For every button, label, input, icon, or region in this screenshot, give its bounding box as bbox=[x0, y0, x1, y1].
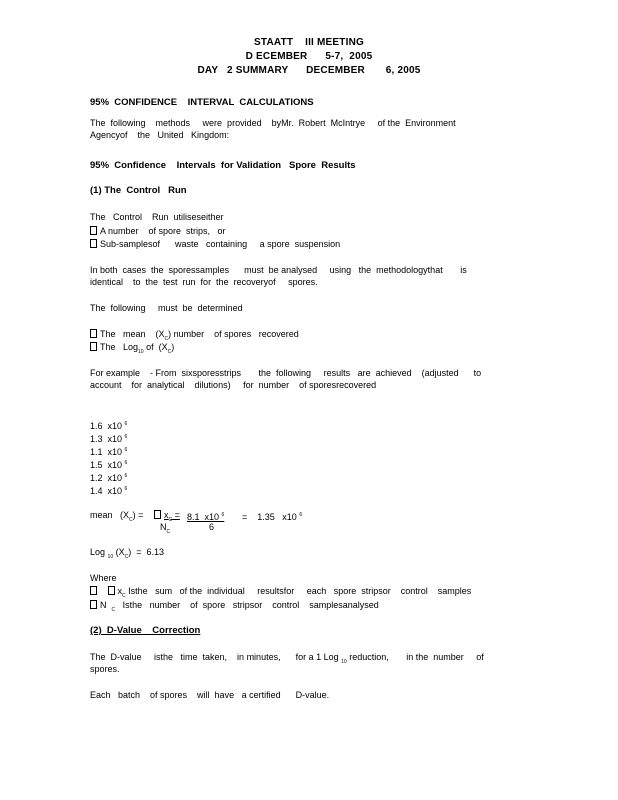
bullet-box-icon bbox=[90, 226, 97, 235]
bullet-box-icon bbox=[90, 239, 97, 248]
header-line-1: STAATT III MEETING bbox=[254, 37, 364, 48]
both-line-2: identical to the test run for the recoveryof spores. bbox=[90, 277, 318, 287]
value-6: 1.4 x10 $^6$ bbox=[90, 486, 128, 496]
control-bullet-2: Sub-samplesof waste containing a spore suspension bbox=[90, 238, 340, 250]
log-result: Log $_{10}$ $(X_C) = 6.13$ bbox=[90, 547, 165, 560]
header-line-2: D ECEMBER 5-7, 2005 bbox=[245, 51, 373, 62]
dvalue-line-2: spores. bbox=[90, 664, 120, 674]
control-line-1: The Control Run utiliseseither bbox=[90, 212, 224, 222]
header-line-3: DAY 2 SUMMARY DECEMBER 6, 2005 bbox=[197, 65, 421, 76]
determine-bullet-2: The Log$_{10}$ of $(X_C)$ bbox=[90, 341, 174, 358]
mean-denominator: $N_C$ bbox=[160, 522, 171, 535]
mean-numerator: $x_C$ = bbox=[154, 509, 180, 526]
sum-symbol-icon bbox=[154, 510, 161, 519]
dvalue-line-1: The D-value isthe time taken, in minutes, for a 1 Log $_{10}$ reduction, in the number of bbox=[90, 652, 484, 665]
subsection-title-d-value: (2) D-Value Correction bbox=[90, 625, 201, 636]
bullet-box-icon bbox=[90, 586, 97, 595]
section-title-confidence: 95% CONFIDENCE INTERVAL CALCULATIONS bbox=[90, 97, 314, 108]
intro-line-1: The following methods were provided byMr. Robert McIntrye of the Environment bbox=[90, 118, 456, 128]
control-bullet-1: A number of spore strips, or bbox=[90, 225, 226, 237]
where-line-1: $x_C$ Isthe sum of the individual resultsfor each spore stripsor control samples bbox=[90, 585, 471, 602]
mean-result: = 1.35 x10 $^6$ bbox=[242, 512, 303, 522]
sum-symbol-icon bbox=[108, 586, 115, 595]
value-2: 1.3 x10 $^6$ bbox=[90, 434, 128, 444]
value-5: 1.2 x10 $^6$ bbox=[90, 473, 128, 483]
bullet-box-icon bbox=[90, 342, 97, 351]
mean-label: mean $(X_C)$ = bbox=[90, 510, 144, 523]
determined-line: The following must be determined bbox=[90, 303, 243, 313]
batch-line: Each batch of spores will have a certified D-value. bbox=[90, 690, 330, 700]
example-line-2: account for analytical dilutions) for number of sporesrecovered bbox=[90, 380, 377, 390]
intro-line-2: Agencyof the United Kingdom: bbox=[90, 130, 230, 140]
bullet-box-icon bbox=[90, 600, 97, 609]
where-line-2: N $_C$ Isthe number of spore stripsor control samplesanalysed bbox=[90, 599, 379, 616]
mean-value: 8.1 x10 $^6$ bbox=[187, 512, 225, 522]
value-4: 1.5 x10 $^6$ bbox=[90, 460, 128, 470]
determine-bullet-1: The mean $(X_C)$ number of spores recovered bbox=[90, 328, 299, 345]
bullet-box-icon bbox=[90, 329, 97, 338]
section-title-intervals: 95% Confidence Intervals for Validation Spore Results bbox=[90, 160, 356, 171]
value-1: 1.6 x10 $^6$ bbox=[90, 421, 128, 431]
subsection-title-control-run: (1) The Control Run bbox=[90, 185, 187, 196]
both-line-1: In both cases the sporessamples must be analysed using the methodologythat is bbox=[90, 265, 467, 275]
mean-six: 6 bbox=[209, 522, 215, 532]
example-line-1: For example - From sixsporesstrips the following results are achieved (adjusted to bbox=[90, 368, 482, 378]
where-label: Where bbox=[90, 573, 117, 583]
value-3: 1.1 x10 $^6$ bbox=[90, 447, 128, 457]
